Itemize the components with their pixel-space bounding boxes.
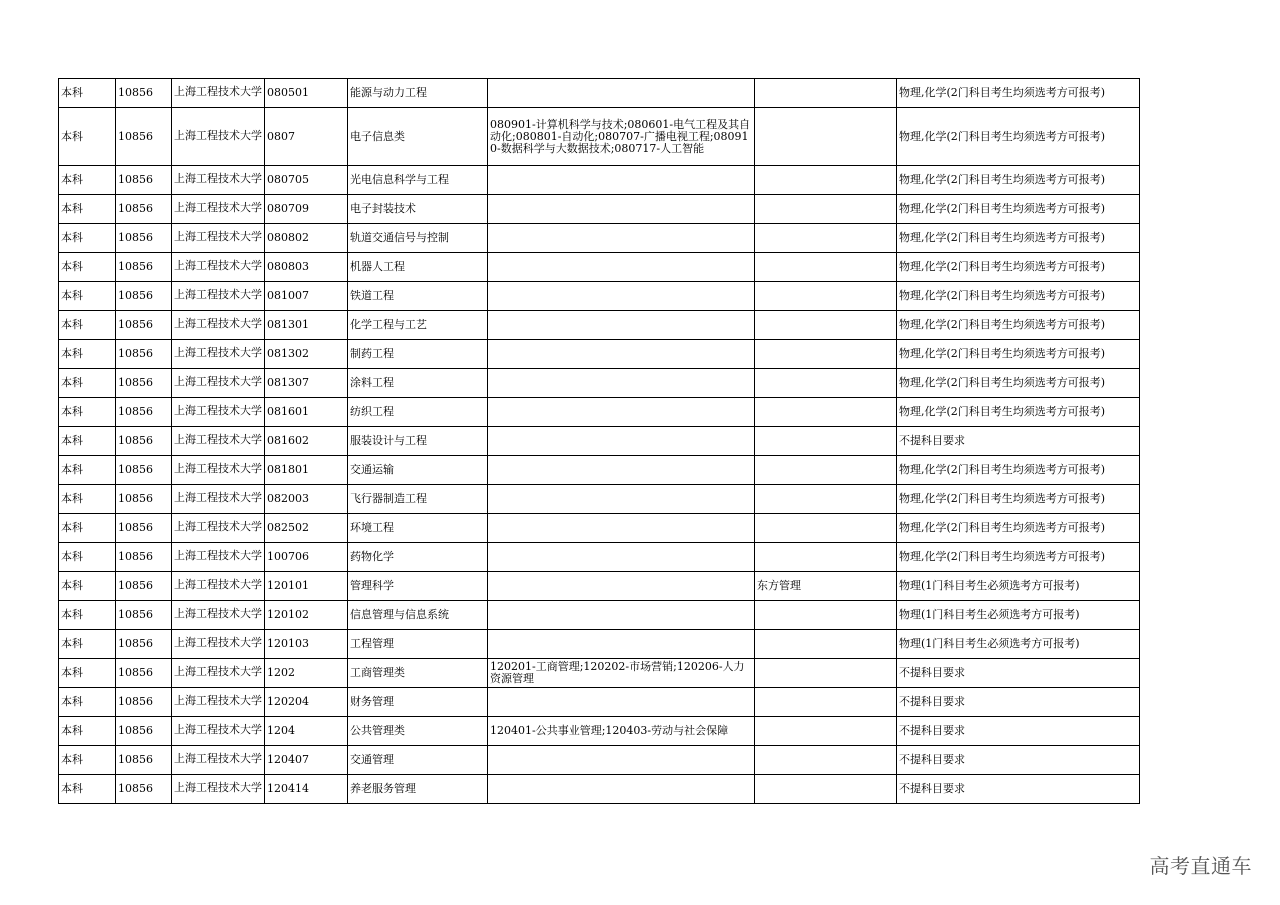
cell-school-code: 10856 <box>116 311 172 340</box>
cell-subject-requirement: 物理,化学(2门科目考生均须选考方可报考) <box>897 485 1140 514</box>
table-row <box>59 79 1140 108</box>
cell-school-name <box>172 398 265 427</box>
cell-subject-requirement: 物理,化学(2门科目考生均须选考方可报考) <box>897 195 1140 224</box>
cell-campus-note <box>755 630 897 659</box>
cell-major-name: 轨道交通信号与控制 <box>348 224 488 253</box>
school-name-text: 上海工程技术大学 <box>174 491 262 504</box>
cell-level: 本科 <box>59 79 116 108</box>
cell-school-name <box>172 166 265 195</box>
cell-campus-note <box>755 282 897 311</box>
table-row <box>59 572 1140 601</box>
school-name-text: 上海工程技术大学 <box>174 172 262 185</box>
cell-level: 本科 <box>59 311 116 340</box>
cell-major-code: 081302 <box>265 340 348 369</box>
cell-major-name: 工商管理类 <box>348 659 488 688</box>
cell-level: 本科 <box>59 456 116 485</box>
cell-major-code: 120407 <box>265 746 348 775</box>
cell-subject-requirement: 不提科目要求 <box>897 688 1140 717</box>
table-row <box>59 485 1140 514</box>
cell-campus-note <box>755 456 897 485</box>
cell-school-name <box>172 746 265 775</box>
cell-level: 本科 <box>59 601 116 630</box>
cell-subject-requirement: 物理,化学(2门科目考生均须选考方可报考) <box>897 311 1140 340</box>
school-name-text: 上海工程技术大学 <box>174 694 262 707</box>
cell-contained-majors <box>488 688 755 717</box>
cell-contained-majors <box>488 253 755 282</box>
table-row <box>59 311 1140 340</box>
cell-school-code: 10856 <box>116 282 172 311</box>
cell-contained-majors <box>488 282 755 311</box>
school-name-text: 上海工程技术大学 <box>174 375 262 388</box>
school-name-text: 上海工程技术大学 <box>174 578 262 591</box>
cell-subject-requirement: 不提科目要求 <box>897 746 1140 775</box>
cell-contained-majors <box>488 311 755 340</box>
school-name-text: 上海工程技术大学 <box>174 230 262 243</box>
cell-school-name <box>172 659 265 688</box>
cell-campus-note <box>755 253 897 282</box>
cell-subject-requirement: 不提科目要求 <box>897 775 1140 804</box>
cell-school-name <box>172 311 265 340</box>
cell-campus-note <box>755 369 897 398</box>
cell-school-name <box>172 79 265 108</box>
cell-major-name: 机器人工程 <box>348 253 488 282</box>
cell-major-code: 120102 <box>265 601 348 630</box>
table-row <box>59 282 1140 311</box>
cell-school-code: 10856 <box>116 717 172 746</box>
cell-campus-note <box>755 543 897 572</box>
cell-major-code: 080803 <box>265 253 348 282</box>
cell-major-name: 环境工程 <box>348 514 488 543</box>
cell-school-code: 10856 <box>116 224 172 253</box>
cell-subject-requirement: 物理,化学(2门科目考生均须选考方可报考) <box>897 398 1140 427</box>
cell-subject-requirement: 物理,化学(2门科目考生均须选考方可报考) <box>897 543 1140 572</box>
school-name-text: 上海工程技术大学 <box>174 607 262 620</box>
cell-campus-note <box>755 746 897 775</box>
cell-major-name: 服装设计与工程 <box>348 427 488 456</box>
cell-level: 本科 <box>59 427 116 456</box>
cell-major-code: 081007 <box>265 282 348 311</box>
cell-campus-note <box>755 340 897 369</box>
cell-major-code: 080501 <box>265 79 348 108</box>
cell-subject-requirement: 物理,化学(2门科目考生均须选考方可报考) <box>897 282 1140 311</box>
cell-subject-requirement: 物理(1门科目考生必须选考方可报考) <box>897 630 1140 659</box>
school-name-text: 上海工程技术大学 <box>174 462 262 475</box>
cell-school-name <box>172 485 265 514</box>
table-row <box>59 108 1140 166</box>
table-row <box>59 340 1140 369</box>
cell-school-name <box>172 717 265 746</box>
cell-major-code: 081301 <box>265 311 348 340</box>
cell-major-code: 082502 <box>265 514 348 543</box>
table-row <box>59 224 1140 253</box>
cell-school-code: 10856 <box>116 166 172 195</box>
cell-campus-note <box>755 79 897 108</box>
cell-contained-majors <box>488 775 755 804</box>
cell-school-name <box>172 688 265 717</box>
cell-level: 本科 <box>59 775 116 804</box>
cell-contained-majors <box>488 601 755 630</box>
cell-level: 本科 <box>59 630 116 659</box>
school-name-text: 上海工程技术大学 <box>174 346 262 359</box>
school-name-text: 上海工程技术大学 <box>174 636 262 649</box>
cell-school-code: 10856 <box>116 427 172 456</box>
cell-major-name: 铁道工程 <box>348 282 488 311</box>
cell-contained-majors <box>488 514 755 543</box>
cell-contained-majors <box>488 543 755 572</box>
table-row <box>59 166 1140 195</box>
cell-contained-majors <box>488 485 755 514</box>
school-name-text: 上海工程技术大学 <box>174 85 262 98</box>
cell-major-code: 080802 <box>265 224 348 253</box>
cell-school-code: 10856 <box>116 688 172 717</box>
cell-level: 本科 <box>59 572 116 601</box>
cell-major-name: 能源与动力工程 <box>348 79 488 108</box>
cell-campus-note <box>755 195 897 224</box>
cell-subject-requirement: 不提科目要求 <box>897 427 1140 456</box>
cell-subject-requirement: 物理,化学(2门科目考生均须选考方可报考) <box>897 166 1140 195</box>
cell-subject-requirement: 不提科目要求 <box>897 659 1140 688</box>
table-row <box>59 398 1140 427</box>
cell-contained-majors <box>488 456 755 485</box>
cell-major-name: 交通运输 <box>348 456 488 485</box>
cell-contained-majors: 080901-计算机科学与技术;080601-电气工程及其自动化;080801-自动化;080707-广播电视工程;080910-数据科学与大数据技术;080717-人工智能 <box>488 108 755 166</box>
table-row <box>59 601 1140 630</box>
school-name-text: 上海工程技术大学 <box>174 201 262 214</box>
cell-level: 本科 <box>59 166 116 195</box>
cell-school-code: 10856 <box>116 659 172 688</box>
cell-contained-majors <box>488 746 755 775</box>
cell-major-name: 光电信息科学与工程 <box>348 166 488 195</box>
cell-contained-majors <box>488 398 755 427</box>
cell-major-name: 管理科学 <box>348 572 488 601</box>
table-row <box>59 456 1140 485</box>
table-row <box>59 427 1140 456</box>
cell-campus-note <box>755 224 897 253</box>
cell-school-code: 10856 <box>116 775 172 804</box>
cell-major-name: 公共管理类 <box>348 717 488 746</box>
school-name-text: 上海工程技术大学 <box>174 781 262 794</box>
school-name-text: 上海工程技术大学 <box>174 520 262 533</box>
cell-major-name: 电子封装技术 <box>348 195 488 224</box>
cell-level: 本科 <box>59 195 116 224</box>
cell-level: 本科 <box>59 717 116 746</box>
cell-level: 本科 <box>59 514 116 543</box>
cell-school-name <box>172 630 265 659</box>
table-row <box>59 514 1140 543</box>
watermark: 高考直通车 <box>1149 854 1252 878</box>
cell-subject-requirement: 物理,化学(2门科目考生均须选考方可报考) <box>897 456 1140 485</box>
cell-school-name <box>172 224 265 253</box>
cell-campus-note <box>755 514 897 543</box>
cell-major-code: 081307 <box>265 369 348 398</box>
cell-contained-majors <box>488 79 755 108</box>
table-row <box>59 369 1140 398</box>
table-row <box>59 543 1140 572</box>
school-name-text: 上海工程技术大学 <box>174 433 262 446</box>
cell-school-code: 10856 <box>116 601 172 630</box>
cell-school-code: 10856 <box>116 514 172 543</box>
cell-campus-note <box>755 659 897 688</box>
school-name-text: 上海工程技术大学 <box>174 404 262 417</box>
cell-level: 本科 <box>59 108 116 166</box>
cell-school-code: 10856 <box>116 630 172 659</box>
cell-school-code: 10856 <box>116 79 172 108</box>
school-name-text: 上海工程技术大学 <box>174 259 262 272</box>
table-row <box>59 630 1140 659</box>
cell-contained-majors <box>488 630 755 659</box>
cell-subject-requirement: 不提科目要求 <box>897 717 1140 746</box>
cell-level: 本科 <box>59 224 116 253</box>
cell-level: 本科 <box>59 659 116 688</box>
cell-major-name: 药物化学 <box>348 543 488 572</box>
cell-school-name <box>172 369 265 398</box>
cell-major-name: 化学工程与工艺 <box>348 311 488 340</box>
cell-major-code: 120204 <box>265 688 348 717</box>
cell-major-code: 0807 <box>265 108 348 166</box>
school-name-text: 上海工程技术大学 <box>174 317 262 330</box>
cell-major-name: 电子信息类 <box>348 108 488 166</box>
cell-school-code: 10856 <box>116 195 172 224</box>
cell-contained-majors <box>488 572 755 601</box>
cell-campus-note: 东方管理 <box>755 572 897 601</box>
table-row <box>59 746 1140 775</box>
school-name-text: 上海工程技术大学 <box>174 665 262 678</box>
cell-school-name <box>172 253 265 282</box>
cell-school-code: 10856 <box>116 253 172 282</box>
cell-major-name: 飞行器制造工程 <box>348 485 488 514</box>
cell-subject-requirement: 物理,化学(2门科目考生均须选考方可报考) <box>897 340 1140 369</box>
cell-level: 本科 <box>59 369 116 398</box>
table-row <box>59 659 1140 688</box>
cell-campus-note <box>755 688 897 717</box>
cell-school-code: 10856 <box>116 108 172 166</box>
cell-major-code: 081801 <box>265 456 348 485</box>
cell-major-code: 120103 <box>265 630 348 659</box>
cell-school-name <box>172 775 265 804</box>
cell-contained-majors <box>488 427 755 456</box>
cell-school-code: 10856 <box>116 572 172 601</box>
cell-level: 本科 <box>59 282 116 311</box>
cell-campus-note <box>755 485 897 514</box>
cell-campus-note <box>755 166 897 195</box>
school-name-text: 上海工程技术大学 <box>174 128 262 142</box>
cell-major-code: 082003 <box>265 485 348 514</box>
cell-school-name <box>172 572 265 601</box>
cell-level: 本科 <box>59 746 116 775</box>
cell-major-code: 080705 <box>265 166 348 195</box>
cell-contained-majors <box>488 195 755 224</box>
cell-major-name: 制药工程 <box>348 340 488 369</box>
cell-contained-majors: 120401-公共事业管理;120403-劳动与社会保障 <box>488 717 755 746</box>
cell-campus-note <box>755 775 897 804</box>
school-name-text: 上海工程技术大学 <box>174 723 262 736</box>
cell-subject-requirement: 物理,化学(2门科目考生均须选考方可报考) <box>897 224 1140 253</box>
cell-school-name <box>172 427 265 456</box>
cell-major-code: 1204 <box>265 717 348 746</box>
cell-contained-majors <box>488 166 755 195</box>
cell-major-name: 养老服务管理 <box>348 775 488 804</box>
cell-school-name <box>172 514 265 543</box>
cell-school-name <box>172 108 265 166</box>
cell-major-name: 涂料工程 <box>348 369 488 398</box>
table-row <box>59 688 1140 717</box>
cell-major-code: 081602 <box>265 427 348 456</box>
cell-level: 本科 <box>59 688 116 717</box>
cell-school-code: 10856 <box>116 543 172 572</box>
cell-subject-requirement: 物理(1门科目考生必须选考方可报考) <box>897 572 1140 601</box>
cell-major-code: 080709 <box>265 195 348 224</box>
cell-campus-note <box>755 311 897 340</box>
cell-campus-note <box>755 398 897 427</box>
cell-school-code: 10856 <box>116 485 172 514</box>
cell-subject-requirement: 物理,化学(2门科目考生均须选考方可报考) <box>897 514 1140 543</box>
school-name-text: 上海工程技术大学 <box>174 549 262 562</box>
cell-school-name <box>172 340 265 369</box>
cell-level: 本科 <box>59 398 116 427</box>
cell-school-code: 10856 <box>116 398 172 427</box>
table-row <box>59 717 1140 746</box>
major-requirements-table <box>58 78 1140 804</box>
cell-level: 本科 <box>59 485 116 514</box>
school-name-text: 上海工程技术大学 <box>174 288 262 301</box>
cell-major-name: 交通管理 <box>348 746 488 775</box>
cell-level: 本科 <box>59 340 116 369</box>
table-row <box>59 253 1140 282</box>
cell-major-code: 081601 <box>265 398 348 427</box>
cell-subject-requirement: 物理,化学(2门科目考生均须选考方可报考) <box>897 79 1140 108</box>
cell-major-code: 120101 <box>265 572 348 601</box>
school-name-text: 上海工程技术大学 <box>174 752 262 765</box>
cell-school-name <box>172 543 265 572</box>
cell-subject-requirement: 物理,化学(2门科目考生均须选考方可报考) <box>897 369 1140 398</box>
cell-subject-requirement: 物理(1门科目考生必须选考方可报考) <box>897 601 1140 630</box>
cell-contained-majors <box>488 369 755 398</box>
cell-major-code: 120414 <box>265 775 348 804</box>
cell-contained-majors: 120201-工商管理;120202-市场营销;120206-人力资源管理 <box>488 659 755 688</box>
cell-school-code: 10856 <box>116 746 172 775</box>
cell-campus-note <box>755 601 897 630</box>
table-row <box>59 195 1140 224</box>
cell-school-code: 10856 <box>116 340 172 369</box>
cell-school-name <box>172 195 265 224</box>
cell-campus-note <box>755 717 897 746</box>
cell-major-name: 工程管理 <box>348 630 488 659</box>
cell-contained-majors <box>488 340 755 369</box>
cell-campus-note <box>755 108 897 166</box>
cell-subject-requirement: 物理,化学(2门科目考生均须选考方可报考) <box>897 108 1140 166</box>
cell-major-name: 信息管理与信息系统 <box>348 601 488 630</box>
cell-contained-majors <box>488 224 755 253</box>
cell-major-name: 财务管理 <box>348 688 488 717</box>
cell-subject-requirement: 物理,化学(2门科目考生均须选考方可报考) <box>897 253 1140 282</box>
cell-major-code: 100706 <box>265 543 348 572</box>
cell-school-code: 10856 <box>116 456 172 485</box>
cell-major-code: 1202 <box>265 659 348 688</box>
cell-school-name <box>172 282 265 311</box>
table-row <box>59 775 1140 804</box>
cell-campus-note <box>755 427 897 456</box>
cell-school-name <box>172 456 265 485</box>
cell-major-name: 纺织工程 <box>348 398 488 427</box>
cell-school-code: 10856 <box>116 369 172 398</box>
cell-school-name <box>172 601 265 630</box>
cell-level: 本科 <box>59 543 116 572</box>
cell-level: 本科 <box>59 253 116 282</box>
table-body <box>59 79 1140 804</box>
